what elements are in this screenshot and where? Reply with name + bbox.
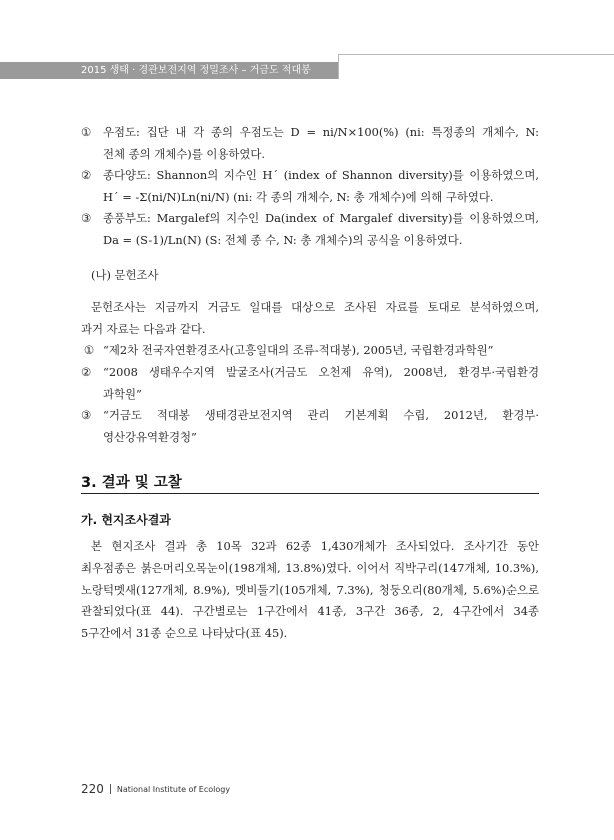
literature-intro-line: 문헌조사는 지금까지 거금도 일대를 대상으로 조사된 자료를 토대로 분석하였으며, — [91, 300, 539, 315]
paragraph-line: 본 현지조사 결과 총 10목 32과 62종 1,430개체가 조사되었다. 조사기간 동안 — [91, 539, 539, 554]
item-text: “2008 생태우수지역 발굴조사(거금도 오천제 유역), 2008년, 환경부·국립환경 — [103, 364, 539, 379]
item-number: ① — [81, 125, 92, 139]
paragraph-line: 5구간에서 31종 순으로 나타났다(표 45). — [81, 625, 288, 640]
paragraph-line: 최우점종은 붉은머리오목눈이(198개체, 13.8%)였다. 이어서 직박구리(147개체, 10.3%), — [81, 560, 539, 575]
item-text: 종다양도: Shannon의 지수인 H´ (index of Shannon diversity)를 이용하였으며, — [103, 168, 539, 183]
item-number: ③ — [81, 211, 92, 226]
method-item-richness-cont: Da = (S-1)/Ln(N) (S: 전체 종 수, N: 총 개체수)의 공식을 이용하였다. — [103, 232, 463, 247]
item-number: ① — [83, 343, 95, 358]
methods-list — [81, 122, 539, 252]
literature-list — [81, 340, 539, 448]
method-item-dominance — [81, 122, 539, 144]
literature-item-cont: 영산강유역환경청” — [103, 429, 197, 444]
header-rule-corner — [338, 54, 339, 79]
section-rule — [81, 493, 539, 494]
page-footer — [81, 781, 230, 797]
results-paragraph — [81, 536, 539, 644]
method-item-diversity — [81, 165, 539, 187]
item-text: “제2차 전국자연환경조사(고흥일대의 조류-적대봉), 2005년, 국립환경과학원” — [103, 343, 494, 358]
item-number: ② — [81, 364, 92, 379]
literature-item-cont: 과학원” — [103, 386, 142, 401]
page-content — [81, 122, 539, 644]
method-item-diversity-cont: H´ = -Σ(ni/N)Ln(ni/N) (ni: 각 종의 개체수, N: 총 개체수)에 의해 구하였다. — [103, 189, 494, 204]
running-header-title: 2015 생태 · 경관보전지역 정밀조사 – 거금도 적대봉 — [81, 65, 311, 76]
literature-intro-line: 과거 자료는 다음과 같다. — [81, 321, 206, 336]
item-text: “거금도 적대봉 생태경관보전지역 관리 기본계획 수립, 2012년, 환경부· — [103, 408, 539, 423]
method-item-dominance-cont: 전체 종의 개체수)를 이용하였다. — [103, 146, 265, 161]
header-rule — [338, 54, 614, 55]
literature-item — [81, 340, 539, 362]
item-number: ③ — [81, 408, 92, 423]
literature-item — [81, 362, 539, 384]
item-number: ② — [81, 168, 92, 183]
page-number: 220 — [81, 782, 104, 796]
subsection-title: 가. 현지조사결과 — [81, 513, 171, 528]
method-item-richness — [81, 208, 539, 230]
section-title: 3. 결과 및 고찰 — [81, 475, 182, 492]
item-text: 종풍부도: Margalef의 지수인 Da(index of Margalef diversity)를 이용하였으며, — [103, 211, 539, 226]
footer-divider — [110, 784, 111, 794]
paragraph-line: 관찰되었다(표 44). 구간별로는 1구간에서 41종, 3구간 36종, 2, 4구간에서 34종 — [81, 604, 539, 619]
paragraph-line: 노랑턱멧새(127개체, 8.9%), 멧비둘기(105개체, 7.3%), 청둥오리(80개체, 5.6%)순으로 — [81, 582, 539, 597]
item-text: 우점도: 집단 내 각 종의 우점도는 D = ni/N×100(%) (ni: 특정종의 개체수, N: — [103, 125, 539, 139]
literature-heading: (나) 문헌조사 — [91, 267, 159, 282]
literature-item — [81, 405, 539, 427]
institute-name: National Institute of Ecology — [116, 784, 231, 794]
